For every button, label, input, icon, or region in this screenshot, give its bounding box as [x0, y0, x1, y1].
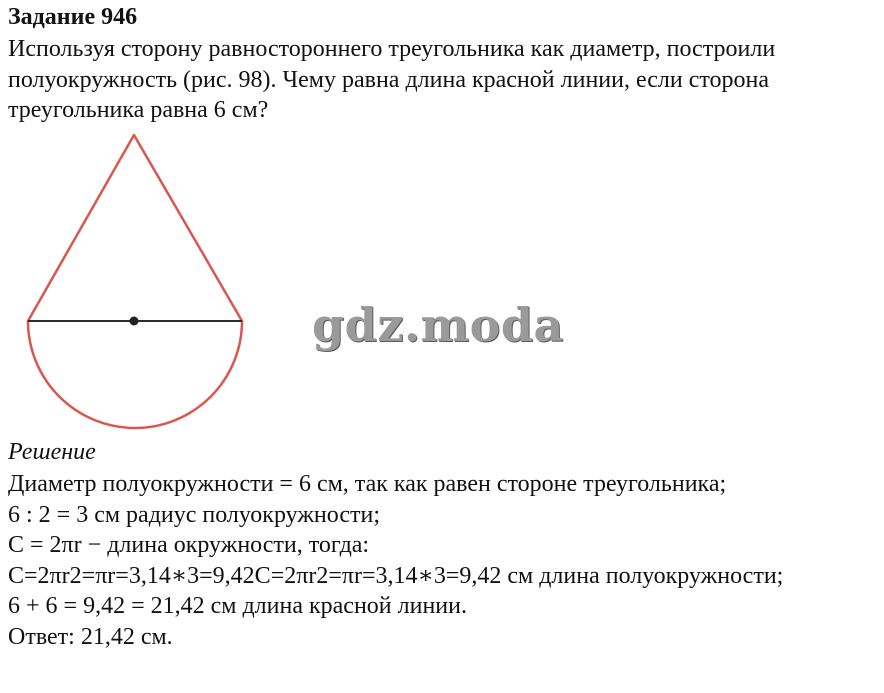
semicircle-arc — [28, 321, 242, 428]
problem-statement — [8, 34, 874, 126]
solution-heading: Решение — [8, 439, 96, 465]
solution-line: Диаметр полуокружности = 6 см, так как равен стороне треугольника; — [8, 471, 727, 497]
triangle-sides — [28, 135, 242, 321]
problem-line: Используя сторону равностороннего треугольника как диаметр, построили — [8, 36, 776, 62]
triangle-semicircle-figure — [0, 125, 260, 435]
center-point — [130, 317, 139, 326]
solution-line: 6 : 2 = 3 см радиус полуокружности; — [8, 501, 381, 528]
watermark: gdz.moda — [312, 298, 564, 352]
solution-line: 6 + 6 = 9,42 = 21,42 см длина красной линии. — [8, 593, 467, 619]
problem-line: полуокружность (рис. 98). Чему равна длина красной линии, если сторона — [8, 66, 770, 93]
solution-body — [8, 469, 783, 652]
task-title: Задание 946 — [8, 4, 138, 30]
problem-line: треугольника равна 6 см? — [8, 97, 269, 123]
answer-line: Ответ: 21,42 см. — [8, 623, 173, 650]
solution-line: C=2πr2=πr=3,14∗3=9,42C=2πr2=πr=3,14∗3=9,42 см длина полуокружности; — [8, 562, 784, 589]
solution-line: C = 2πr − длина окружности, тогда: — [8, 532, 370, 558]
